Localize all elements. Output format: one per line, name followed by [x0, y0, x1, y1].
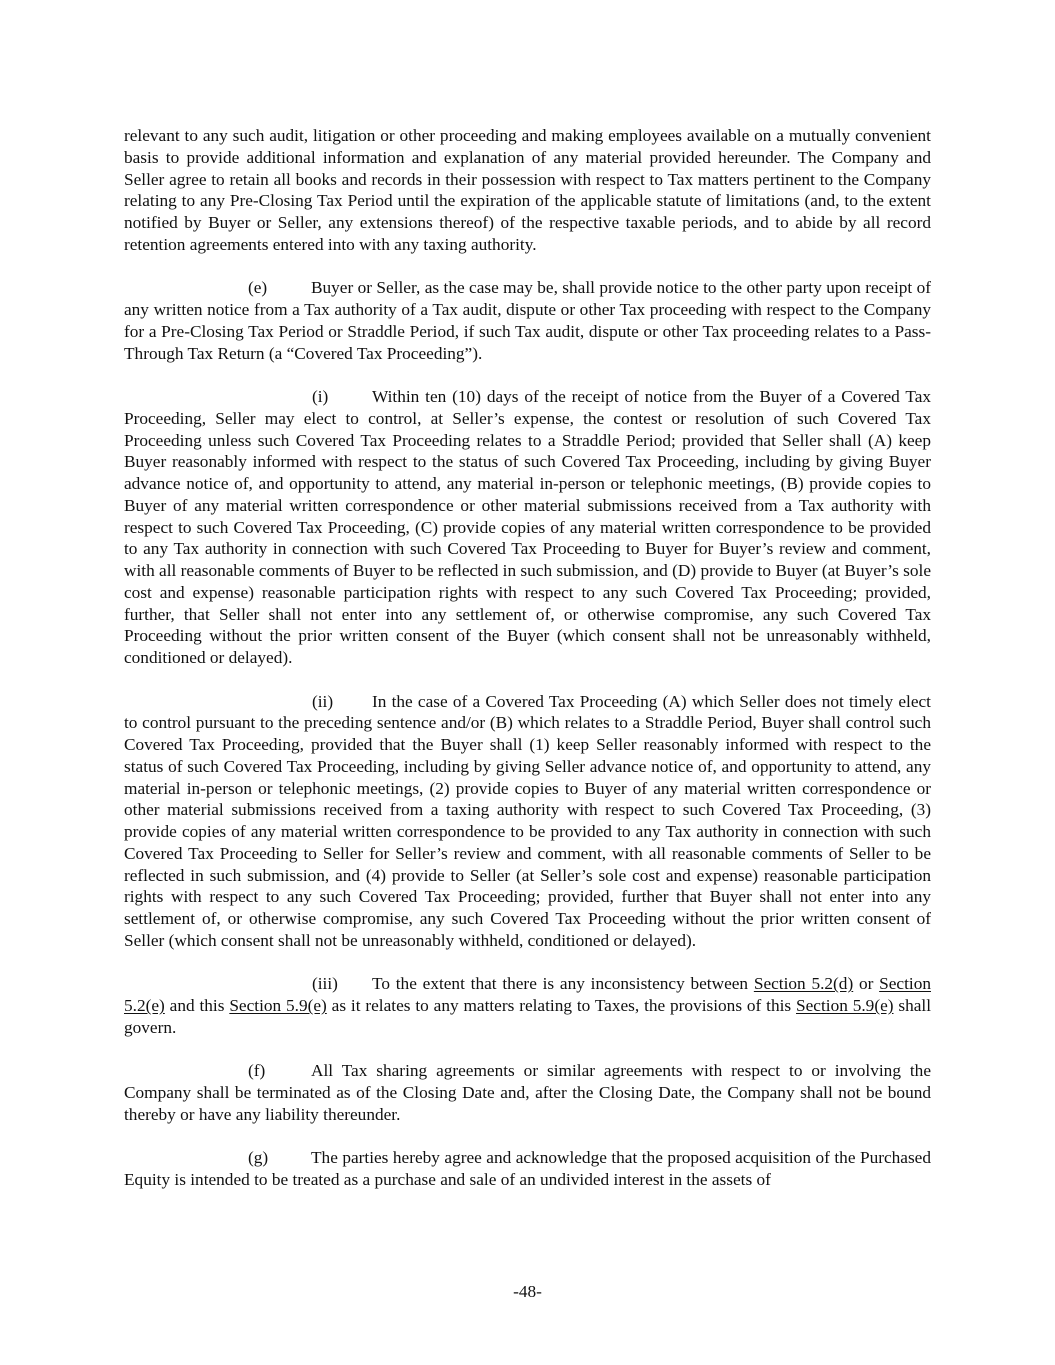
section-reference-link[interactable]: Section 5.9(e)	[229, 996, 327, 1015]
section-reference-link[interactable]: Section 5.2(e)	[124, 974, 931, 1015]
paragraph-e-i	[124, 386, 931, 669]
section-text: or	[853, 974, 880, 994]
section-label-e-ii: (ii)	[312, 691, 334, 711]
paragraph-continuation: relevant to any such audit, litigation or other proceeding and making employees available on a mutually convenient basis to provide additional information and explanation of any material provided hereunder. The Company and Seller agree to retain all books and records in their possession with respect to Tax matters pertinent to the Company relating to any Pre-Closing Tax Period until the expiration of the applicable statute of limitations (and, to the extent notified by Buyer or Seller, any extensions thereof) of the respective taxable periods, and to abide by all record retention agreements entered into with any taxing authority.	[124, 126, 931, 254]
section-label-e-iii: (iii)	[312, 974, 338, 994]
section-reference-link[interactable]: Section 5.2(d)	[753, 974, 854, 994]
section-text-e-i: Within ten (10) days of the receipt of notice from the Buyer of a Covered Tax Proceeding, Seller may elect to control, at Seller’s expense, the contest or resolution of such Covered Tax Proceeding unless such Covered Tax Proceeding relates to a Straddle Period; provided that Seller shall (A) keep Buyer reasonably informed with respect to the status of such Covered Tax Proceeding, including by giving Buyer advance notice of, and opportunity to attend, any material in-person or telephonic meetings, (B) provide copies to Buyer of any material written correspondence or other material submissions received from a Tax authority with respect to such Covered Tax Proceeding, (C) provide copies of any material written correspondence to be provided to any Tax authority in connection with such Covered Tax Proceeding to Buyer for Buyer’s review and comment, with all reasonable comments of Buyer to be reflected in such submission, and (D) provide to Buyer (at Buyer’s sole cost and expense) reasonable participation rights with respect to any such Covered Tax Proceeding; provided, further, that Seller shall not enter into any settlement of, or otherwise compromise, any such Covered Tax Proceeding without the prior written consent of the Buyer (which consent shall not be unreasonably withheld, conditioned or delayed).	[124, 387, 931, 667]
section-label-e: (e)	[248, 278, 268, 298]
paragraph-g	[124, 1147, 931, 1191]
section-text-e: Buyer or Seller, as the case may be, shall provide notice to the other party upon receipt of any written notice from a Tax authority of a Tax audit, dispute or other Tax proceeding with respect to the Company for a Pre-Closing Tax Period or Straddle Period, if such Tax audit, dispute or other Tax proceeding relates to a Pass-Through Tax Return (a “Covered Tax Proceeding”).	[124, 278, 931, 363]
section-label-f: (f)	[248, 1061, 266, 1081]
paragraph-f	[124, 1060, 931, 1125]
section-text-f: All Tax sharing agreements or similar agreements with respect to or involving the Company shall be terminated as of the Closing Date and, after the Closing Date, the Company shall not be bound thereby or have any liability thereunder.	[124, 1061, 931, 1124]
paragraph-e-iii	[124, 973, 931, 1038]
section-label-g: (g)	[248, 1148, 269, 1168]
section-text: To the extent that there is any inconsistency between	[372, 974, 754, 994]
section-text: and this	[164, 996, 230, 1015]
paragraph-e	[124, 277, 931, 364]
section-text: as it relates to any matters relating to Taxes, the provisions of this	[326, 996, 797, 1015]
section-label-e-i: (i)	[312, 387, 329, 406]
paragraph-e-ii	[124, 691, 931, 952]
document-page	[124, 125, 931, 1213]
section-text-e-ii: In the case of a Covered Tax Proceeding (A) which Seller does not timely elect to control pursuant to the preceding sentence and/or (B) which relates to a Straddle Period, Buyer shall control such Covered Tax Proceeding, provided that the Buyer shall (1) keep Seller reasonably informed with respect to the status of such Covered Tax Proceeding, including by giving Seller advance notice of, and opportunity to attend, any material in-person or telephonic meetings, (2) provide copies to Buyer of any material written correspondence or other material submissions received from a taxing authority with respect to such Covered Tax Proceeding, (3) provide copies of any material written correspondence to be provided to any Tax authority in connection with such Covered Tax Proceeding to Seller for Seller’s review and comment, with all reasonable comments of Seller to be reflected in such submission, and (4) provide to Seller (at Seller’s sole cost and expense) reasonable participation rights with respect to any such Covered Tax Proceeding; provided, further that Buyer shall not enter into any settlement of, or otherwise compromise, any such Covered Tax Proceeding without the prior written consent of Seller (which consent shall not be unreasonably withheld, conditioned or delayed).	[124, 691, 931, 950]
page-number: -48-	[513, 1282, 542, 1301]
section-text-g: The parties hereby agree and acknowledge that the proposed acquisition of the Purchased Equity is intended to be treated as a purchase and sale of an undivided interest in the assets of	[124, 1148, 931, 1189]
section-reference-link[interactable]: Section 5.9(e)	[796, 996, 894, 1015]
section-text: shall govern.	[124, 996, 932, 1037]
